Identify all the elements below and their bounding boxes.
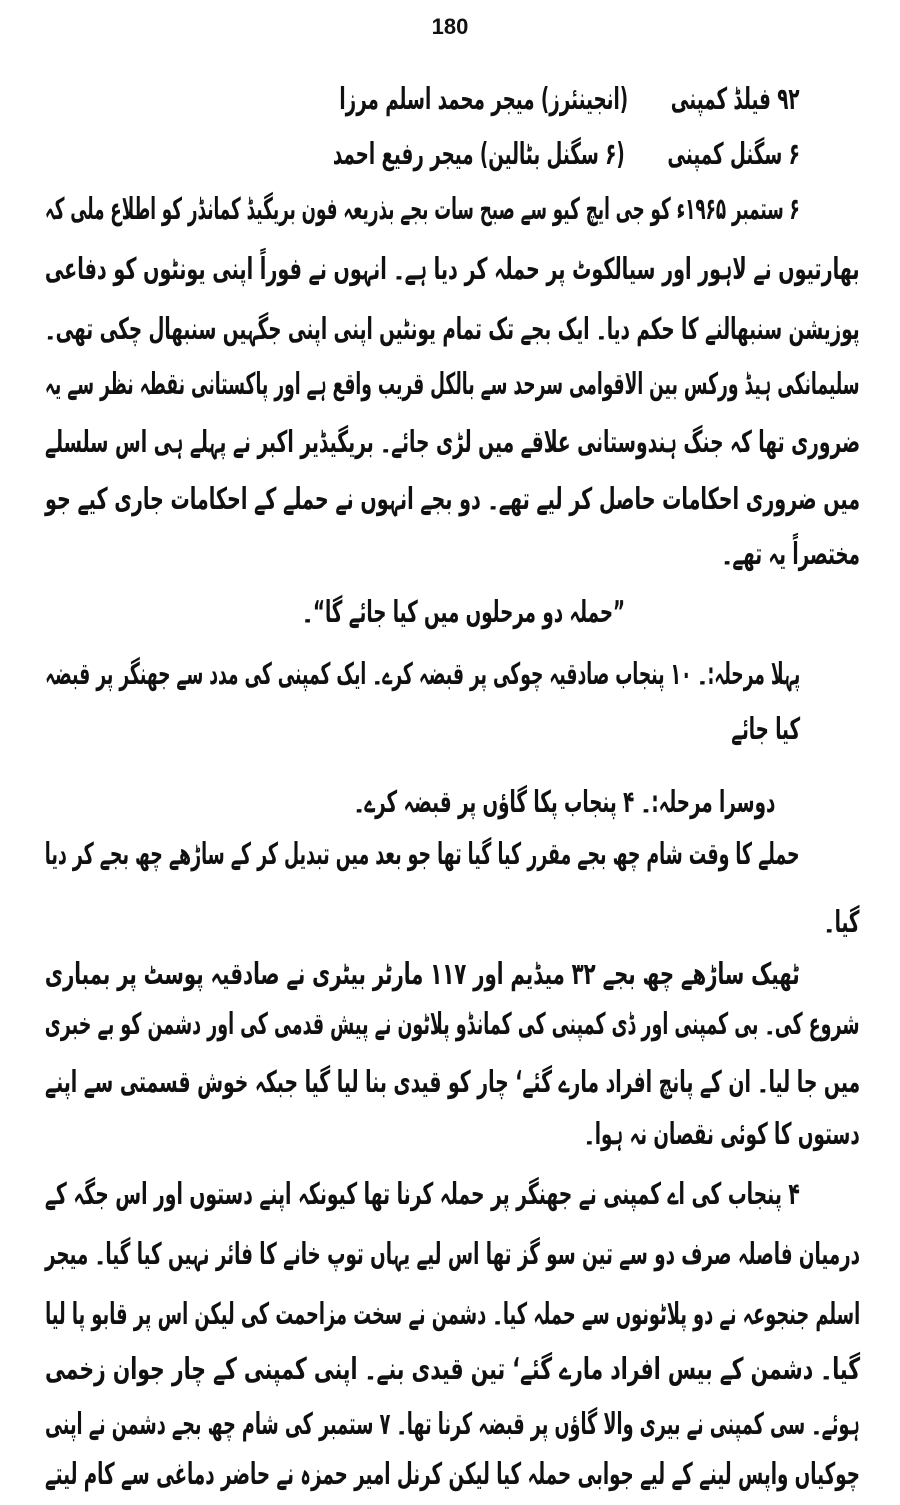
header-row xyxy=(33,129,800,181)
text-line: دوسرا مرحلہ:۔ ۴ پنجاب پکا گاؤں پر قبضہ کرے۔ xyxy=(353,785,775,820)
text-line: اسلم جنجوعہ نے دو پلاٹونوں سے حملہ کیا۔ دشمن نے سخت مزاحمت کی لیکن اس پر قابو پا لیا xyxy=(44,1297,860,1332)
text-line: میں ضروری احکامات حاصل کر لیے تھے۔ دو بجے انہوں نے حملے کے احکامات جاری کیے جو xyxy=(44,482,860,517)
unit-name: ۹۲ فیلڈ کمپنی xyxy=(671,82,800,117)
text-line: ۴ پنجاب کی اے کمپنی نے جھنگر پر حملہ کرنا تھا کیونکہ اپنے دستوں اور اس جگہ کے xyxy=(45,1177,800,1212)
text-line: گیا۔ xyxy=(824,905,860,940)
unit-detail: (انجینئرز) میجر محمد اسلم مرزا xyxy=(339,82,629,117)
text-line: شروع کی۔ بی کمپنی اور ڈی کمپنی کی کمانڈو پلاٹون نے پیش قدمی کی اور دشمن کو بے خبری xyxy=(45,1007,860,1042)
text-line: حملے کا وقت شام چھ بجے مقرر کیا گیا تھا جو بعد میں تبدیل کر کے ساڑھے چھ بجے کر دیا xyxy=(45,837,800,872)
text-line: بھارتیوں نے لاہور اور سیالکوٹ پر حملہ کر دیا ہے۔ انہوں نے فوراً اپنی یونٹوں کو دفاعی xyxy=(45,252,860,287)
text-line: پہلا مرحلہ:۔ ۱۰ پنجاب صادقیہ چوکی پر قبضہ کرے۔ ایک کمپنی کی مدد سے جھنگر پر قبضہ xyxy=(44,657,800,692)
quote-line: ”حملہ دو مرحلوں میں کیا جائے گا“۔ xyxy=(302,595,625,630)
text-line: سلیمانکی ہیڈ ورکس بین الاقوامی سرحد سے بالکل قریب واقع ہے اور پاکستانی نقطہ نظر سے یہ xyxy=(45,367,860,402)
text-line: دستوں کا کوئی نقصان نہ ہوا۔ xyxy=(584,1117,860,1152)
page-number: 180 xyxy=(431,14,469,39)
text-line: ٹھیک ساڑھے چھ بجے ۳۲ میڈیم اور ۱۱۷ مارٹر بیٹری نے صادقیہ پوسٹ پر بمباری xyxy=(45,957,800,992)
text-line: میں جا لیا۔ ان کے پانچ افراد مارے گئے‘ چار کو قیدی بنا لیا گیا جبکہ خوش قسمتی سے اپنے xyxy=(44,1065,860,1100)
text-line: پوزیشن سنبھالنے کا حکم دیا۔ ایک بجے تک تمام یونٹیں اپنی اپنی جگہیں سنبھال چکی تھی۔ xyxy=(45,312,860,347)
text-line: کیا جائے xyxy=(731,712,800,747)
text-line: ہوئے۔ سی کمپنی نے بیری والا گاؤں پر قبضہ کرنا تھا۔ ۷ ستمبر کی شام چھ بجے دشمن نے اپنی xyxy=(45,1407,860,1442)
text-line: ۶ ستمبر ۱۹۶۵ء کو جی ایچ کیو سے صبح سات بجے بذریعہ فون بریگیڈ کمانڈر کو اطلاع ملی کہ xyxy=(45,192,800,227)
text-line: ضروری تھا کہ جنگ ہندوستانی علاقے میں لڑی جائے۔ بریگیڈیر اکبر نے پہلے ہی اس سلسلے xyxy=(44,425,860,460)
header-row xyxy=(44,74,800,126)
text-line: گیا۔ دشمن کے بیس افراد مارے گئے‘ تین قیدی بنے۔ اپنی کمپنی کے چار جوان زخمی xyxy=(44,1352,860,1387)
text-line: مختصراً یہ تھے۔ xyxy=(721,537,860,572)
unit-name: ۶ سگنل کمپنی xyxy=(667,137,800,172)
unit-detail: (۶ سگنل بٹالین) میجر رفیع احمد xyxy=(332,137,625,172)
text-line: درمیان فاصلہ صرف دو سے تین سو گز تھا اس لیے یہاں توپ خانے کا فائر نہیں کیا گیا۔ میجر xyxy=(44,1237,860,1272)
text-line: چوکیاں واپس لینے کے لیے جوابی حملہ کیا لیکن کرنل امیر حمزہ نے حاضر دماغی سے کام لیتے xyxy=(45,1457,860,1492)
